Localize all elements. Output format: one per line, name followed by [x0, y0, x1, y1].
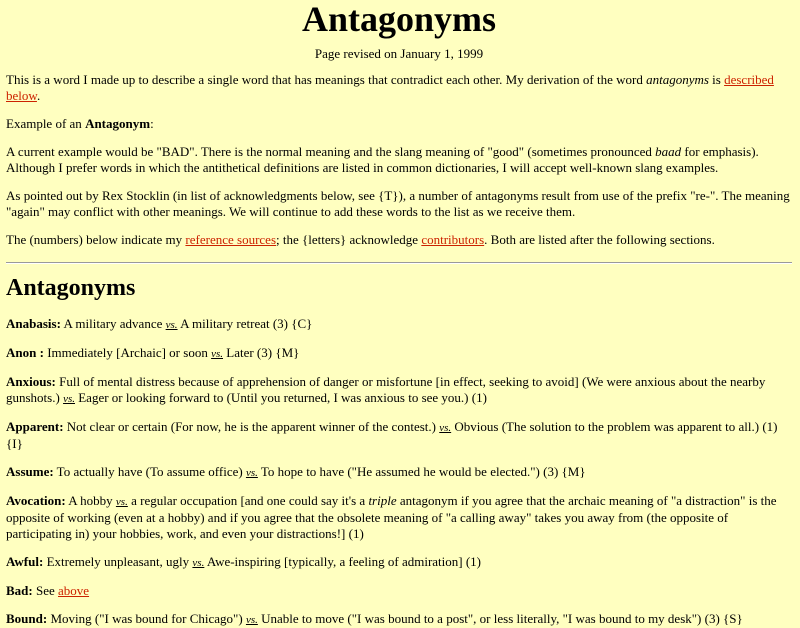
legend-paragraph — [6, 232, 792, 248]
vs-marker: vs. — [63, 393, 75, 405]
entry-anon — [6, 345, 792, 362]
entry-term: Bad: — [6, 583, 33, 598]
page-title: Antagonyms — [301, 0, 497, 39]
entry-text: Full of mental distress because of apprehension of danger or misfortune [in effect, seeking to avoid] (We were anxious about the nearby gunshots.) — [6, 374, 766, 405]
prefix-paragraph: As pointed out by Rex Stocklin (in list of acknowledgments below, see {T}), a number of antagonyms result from use of the prefix "re-". The meaning "again" may conflict with other meanings. We will continue to add these words to the list as we receive them. — [6, 188, 790, 219]
legend-text: . Both are listed after the following sections. — [484, 232, 715, 247]
entry-text: a regular occupation [and one could say it's a — [127, 493, 369, 508]
entry-apparent — [6, 419, 792, 452]
vs-marker: vs. — [115, 496, 128, 508]
vs-marker: vs. — [245, 467, 258, 479]
intro-text: is — [708, 72, 725, 87]
vs-marker: vs. — [211, 348, 223, 360]
entry-text: Later (3) {M} — [223, 345, 300, 360]
section-divider — [6, 262, 792, 264]
intro-text: This is a word I made up to describe a single word that has meanings that contradict each other. My derivation of the word — [6, 72, 647, 87]
entry-text: A military retreat (3) {C} — [177, 316, 313, 331]
entry-term: Anon : — [6, 345, 44, 360]
entry-term: Anabasis: — [6, 316, 61, 331]
entry-anabasis — [6, 316, 792, 333]
entry-term: Awful: — [6, 554, 44, 569]
intro-italic-word: antagonyms — [646, 72, 709, 87]
intro-paragraph — [6, 72, 792, 104]
entry-avocation — [6, 493, 792, 542]
entry-term: Assume: — [6, 464, 54, 479]
example-text: Example of an — [6, 116, 86, 131]
described-below-link[interactable]: described below — [6, 72, 774, 103]
intro-text: . — [36, 88, 41, 103]
vs-marker: vs. — [439, 422, 452, 434]
example-body: for emphasis). Although I prefer words in which the antithetical definitions are listed in common dictionaries, I will accept well-known slang examples. — [6, 144, 759, 175]
vs-marker: vs. — [165, 319, 178, 331]
entry-text: antagonym if you agree that the archaic meaning of "a distraction" is the opposite of working (even at a hobby) and if you agree that the obsolete meaning of "a calling away" takes you away from (the opposite of participating in) your hobbies, work, and even your distractions!] (1) — [6, 493, 777, 541]
entry-term: Avocation: — [6, 493, 66, 508]
example-text: : — [150, 116, 154, 131]
example-heading — [6, 116, 792, 132]
contributors-link[interactable]: contributors — [421, 232, 485, 247]
entry-italic: triple — [368, 493, 397, 508]
entry-text: Unable to move ("I was bound to a post", or less literally, "I was bound to my desk") (3) {S} — [257, 611, 743, 626]
entry-text: To actually have (To assume office) — [53, 464, 246, 479]
example-bold: Antagonym — [85, 116, 151, 131]
entry-text: Not clear or certain (For now, he is the apparent winner of the contest.) — [63, 419, 440, 434]
entry-term: Anxious: — [6, 374, 56, 389]
entry-text: A hobby — [65, 493, 116, 508]
entry-term: Bound: — [6, 611, 48, 626]
entry-text: Obvious (The solution to the problem was apparent to all.) (1) {I} — [6, 419, 778, 451]
example-body: A current example would be "BAD". There is the normal meaning and the slang meaning of "good" (sometimes pronounced — [6, 144, 656, 159]
entry-text: See — [32, 583, 59, 598]
legend-text: ; the {letters} acknowledge — [276, 232, 422, 247]
example-italic: baad — [655, 144, 682, 159]
section-title: Antagonyms — [6, 275, 136, 301]
entry-anxious — [6, 374, 792, 407]
entry-term: Apparent: — [6, 419, 64, 434]
entry-text: Moving ("I was bound for Chicago") — [47, 611, 246, 626]
entry-text: Awe-inspiring [typically, a feeling of admiration] (1) — [204, 554, 481, 569]
entry-bound — [6, 611, 792, 628]
entry-bad — [6, 583, 792, 599]
entry-text: Immediately [Archaic] or soon — [43, 345, 212, 360]
vs-marker: vs. — [245, 614, 258, 626]
entry-awful — [6, 554, 792, 571]
example-paragraph — [6, 144, 792, 176]
legend-text: The (numbers) below indicate my — [6, 232, 186, 247]
entry-assume — [6, 464, 792, 481]
entry-text: Extremely unpleasant, ugly — [43, 554, 193, 569]
revision-date: Page revised on January 1, 1999 — [314, 46, 484, 61]
entry-text: A military advance — [60, 316, 166, 331]
entry-text: Eager or looking forward to (Until you returned, I was anxious to see you.) (1) — [74, 390, 487, 405]
reference-sources-link[interactable]: reference sources — [185, 232, 276, 247]
vs-marker: vs. — [192, 557, 205, 569]
entry-text: To hope to have ("He assumed he would be elected.") (3) {M} — [257, 464, 586, 479]
above-link[interactable]: above — [58, 583, 90, 598]
